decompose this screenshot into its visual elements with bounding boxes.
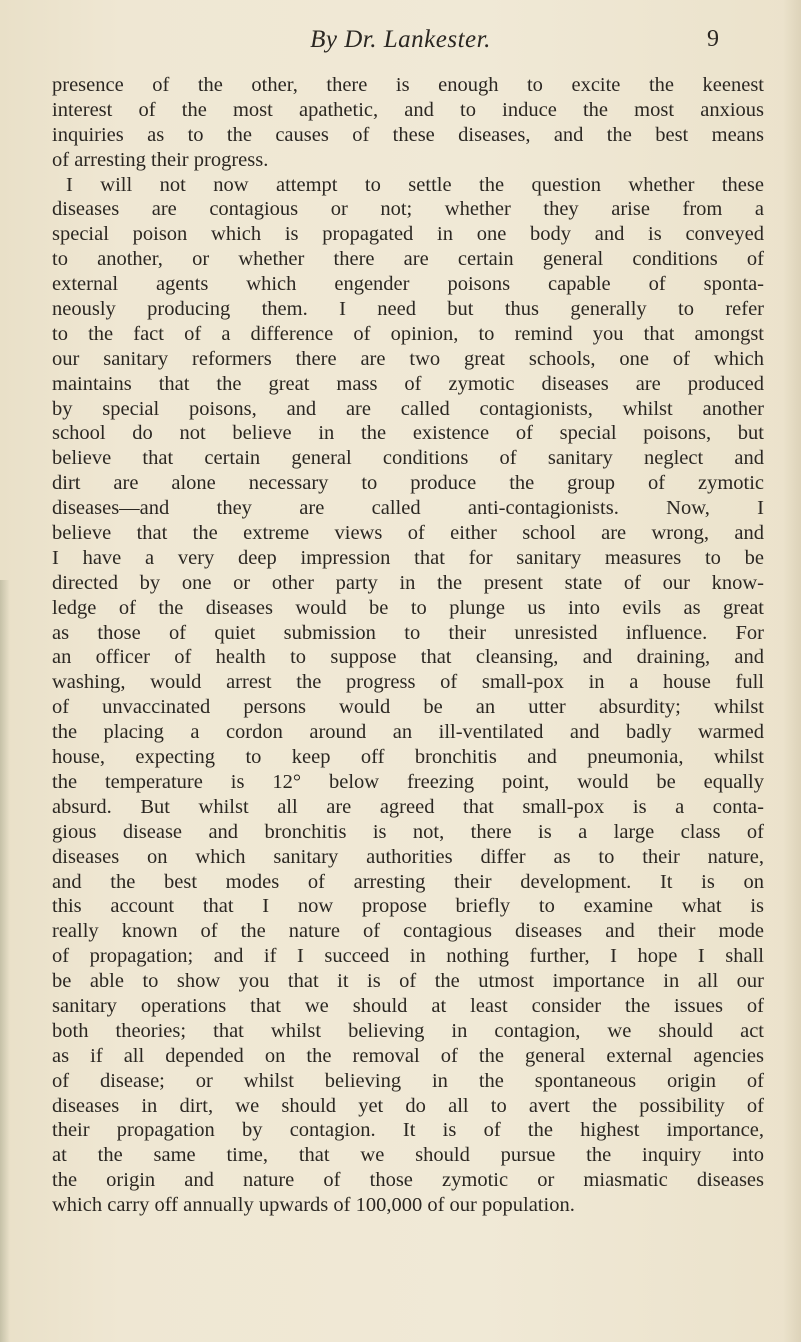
text-line: be able to show you that it is of the utmost importance in all our <box>52 970 764 993</box>
text-line: and the best modes of arresting their development. It is on <box>52 870 764 893</box>
text-line: maintains that the great mass of zymotic diseases are produced <box>52 372 764 395</box>
text-line: this account that I now propose briefly to examine what is <box>52 895 764 918</box>
text-line: both theories; that whilst believing in contagion, we should act <box>52 1019 764 1042</box>
page-number: 9 <box>707 26 719 52</box>
text-line: sanitary operations that we should at least consider the issues of <box>52 994 764 1017</box>
text-line: to the fact of a difference of opinion, to remind you that amongst <box>52 322 764 345</box>
text-line: I will not now attempt to settle the question whether these <box>66 173 764 196</box>
page-edge-shadow-left <box>0 580 10 1342</box>
body-text <box>52 73 764 1218</box>
text-line: the origin and nature of those zymotic or miasmatic diseases <box>52 1169 764 1192</box>
running-title: By Dr. Lankester. <box>310 26 491 53</box>
text-line: as those of quiet submission to their unresisted influence. For <box>52 621 764 644</box>
text-line: believe that certain general conditions of sanitary neglect and <box>52 447 764 470</box>
text-line: inquiries as to the causes of these diseases, and the best means <box>52 123 764 146</box>
text-line: I have a very deep impression that for sanitary measures to be <box>52 546 764 569</box>
text-line: interest of the most apathetic, and to induce the most anxious <box>52 98 764 121</box>
text-line: external agents which engender poisons capable of sponta- <box>52 273 764 296</box>
text-line: which carry off annually upwards of 100,000 of our population. <box>52 1194 575 1217</box>
text-line: diseases—and they are called anti-contagionists. Now, I <box>52 497 764 520</box>
text-line: absurd. But whilst all are agreed that small-pox is a conta- <box>52 795 764 818</box>
text-line: an officer of health to suppose that cleansing, and draining, and <box>52 646 764 669</box>
text-line: washing, would arrest the progress of small-pox in a house full <box>52 671 764 694</box>
running-head <box>0 26 801 62</box>
text-line: our sanitary reformers there are two great schools, one of which <box>52 347 764 370</box>
text-line: presence of the other, there is enough to excite the keenest <box>52 74 764 96</box>
text-line: at the same time, that we should pursue the inquiry into <box>52 1144 764 1167</box>
text-line: really known of the nature of contagious diseases and their mode <box>52 920 764 943</box>
text-line: special poison which is propagated in one body and is conveyed <box>52 223 764 246</box>
text-line: by special poisons, and are called contagionists, whilst another <box>52 397 764 420</box>
text-line: to another, or whether there are certain general conditions of <box>52 248 764 271</box>
text-line: of propagation; and if I succeed in nothing further, I hope I shall <box>52 945 764 968</box>
text-line: house, expecting to keep off bronchitis and pneumonia, whilst <box>52 746 764 769</box>
text-line: neously producing them. I need but thus generally to refer <box>52 298 764 321</box>
text-line: dirt are alone necessary to produce the group of zymotic <box>52 472 764 495</box>
text-line: believe that the extreme views of either school are wrong, and <box>52 522 764 545</box>
text-line: of arresting their progress. <box>52 148 269 171</box>
text-line: diseases are contagious or not; whether they arise from a <box>52 198 764 221</box>
text-line: school do not believe in the existence of special poisons, but <box>52 422 764 445</box>
page-edge-shadow-right <box>783 0 801 1342</box>
text-line: gious disease and bronchitis is not, there is a large class of <box>52 820 764 843</box>
text-line: the placing a cordon around an ill-ventilated and badly warmed <box>52 721 764 744</box>
text-line: the temperature is 12° below freezing point, would be equally <box>52 770 764 793</box>
text-line: diseases on which sanitary authorities differ as to their nature, <box>52 845 764 868</box>
text-line: directed by one or other party in the present state of our know- <box>52 571 764 594</box>
text-line: diseases in dirt, we should yet do all to avert the possibility of <box>52 1094 764 1117</box>
text-line: of disease; or whilst believing in the spontaneous origin of <box>52 1069 764 1092</box>
text-line: their propagation by contagion. It is of the highest importance, <box>52 1119 764 1142</box>
text-line: as if all depended on the removal of the general external agencies <box>52 1044 764 1067</box>
text-line: ledge of the diseases would be to plunge us into evils as great <box>52 596 764 619</box>
text-line: of unvaccinated persons would be an utter absurdity; whilst <box>52 696 764 719</box>
